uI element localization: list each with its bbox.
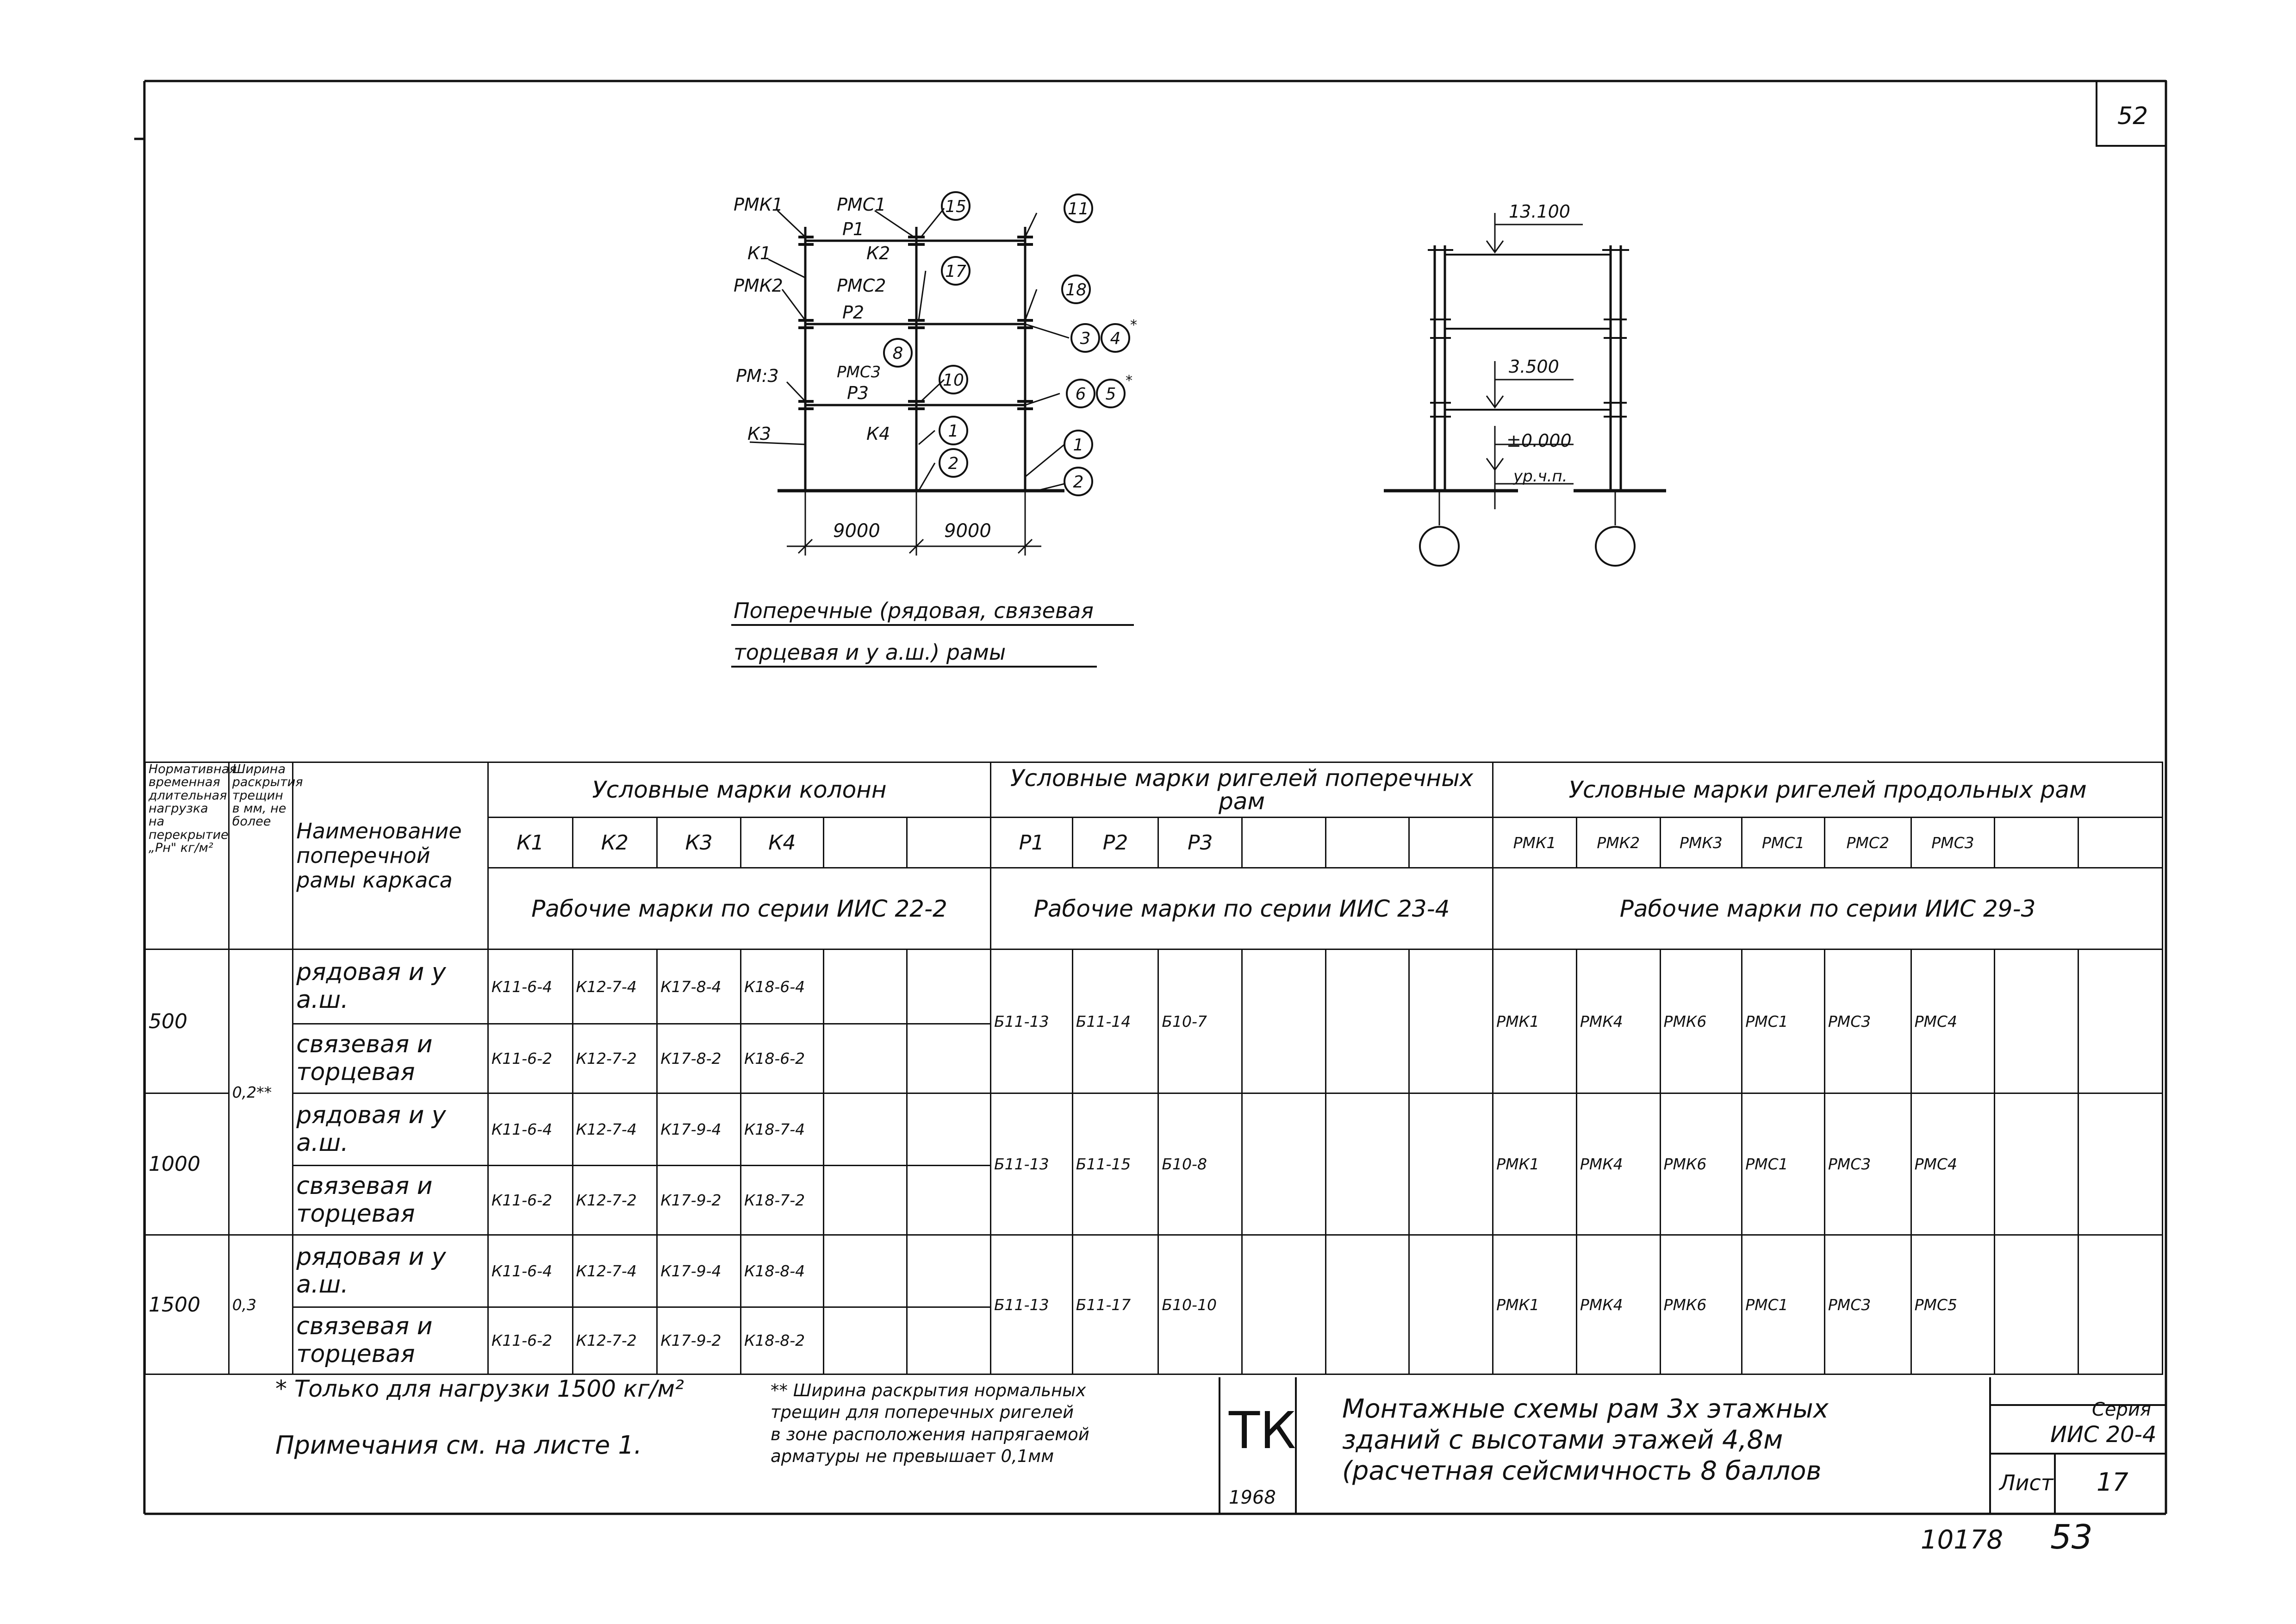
frame-name: связевая и торцевая (293, 1024, 488, 1093)
column-work-mark: К12-7-2 (572, 1024, 657, 1093)
long-work-mark: РМК1 (1493, 1093, 1577, 1235)
long-work-mark: РМС5 (1911, 1235, 1995, 1374)
cross-beam-mark (1242, 818, 1326, 868)
crack-value: 0,3 (229, 1235, 293, 1374)
long-beam-mark: РМК2 (1576, 818, 1660, 868)
label-p3: Р3 (847, 383, 869, 403)
circle-label: 15 (945, 197, 966, 216)
star-mark: * (1126, 373, 1132, 389)
beam-work-mark: Б10-10 (1158, 1235, 1242, 1374)
footnote-line: ** Ширина раскрытия нормальных (771, 1380, 1086, 1400)
column-work-mark: К17-9-2 (657, 1307, 741, 1374)
long-beam-mark: РМК3 (1660, 818, 1742, 868)
footnote-star: * Только для нагрузки 1500 кг/м² (275, 1375, 684, 1402)
long-work-mark: РМК4 (1576, 1235, 1660, 1374)
long-work-mark: РМС1 (1742, 949, 1825, 1093)
level-mid: 3.500 (1509, 356, 1559, 377)
long-work-mark: РМС3 (1824, 1235, 1911, 1374)
cross-beam-mark: Р1 (991, 818, 1073, 868)
column-work-mark: К12-7-4 (572, 1235, 657, 1307)
load-value: 1000 (145, 1093, 229, 1235)
column-mark (907, 818, 991, 868)
long-work-mark: РМС4 (1911, 949, 1995, 1093)
circle-label: 10 (943, 371, 964, 390)
circle-label: 11 (1068, 200, 1089, 219)
beam-work-mark: Б10-8 (1158, 1093, 1242, 1235)
col-name-header: Наименование поперечной рамы каркаса (293, 762, 488, 949)
cross-beam-mark: Р2 (1072, 818, 1158, 868)
label-rms1: РМС1 (837, 194, 886, 215)
drawing-title-line: зданий с высотами этажей 4,8м (1342, 1425, 1783, 1455)
series-label: Серия (2092, 1399, 2151, 1420)
column-work-mark: К11-6-2 (488, 1307, 572, 1374)
long-beam-mark: РМК1 (1493, 818, 1577, 868)
long-work-mark: РМС4 (1911, 1093, 1995, 1235)
series-value: ИИС 20-4 (2050, 1422, 2157, 1448)
long-beams-group-title: Условные марки ригелей продольных рам (1493, 762, 2163, 818)
label-rms3: РМС3 (837, 363, 881, 381)
frame-diagram (731, 192, 1134, 667)
label-k1: К1 (747, 243, 772, 263)
column-mark: К4 (740, 818, 823, 868)
cross-beam-mark (1409, 818, 1493, 868)
column-work-mark: К11-6-4 (488, 1235, 572, 1307)
long-work-mark: РМС1 (1742, 1093, 1825, 1235)
beam-work-mark: Б10-7 (1158, 949, 1242, 1093)
beam-work-mark: Б11-13 (991, 1093, 1073, 1235)
span-right: 9000 (944, 520, 991, 542)
footnote-line: трещин для поперечных ригелей (771, 1402, 1074, 1423)
circle-label: 2 (1073, 473, 1084, 492)
column-work-mark: К18-8-4 (740, 1235, 823, 1307)
column-mark (823, 818, 907, 868)
sheet-value: 17 (2097, 1468, 2128, 1497)
long-beams-series: Рабочие марки по серии ИИС 29-3 (1493, 868, 2163, 949)
long-work-mark: РМК6 (1660, 949, 1742, 1093)
column-work-mark: К12-7-2 (572, 1165, 657, 1235)
column-work-mark: К17-8-4 (657, 949, 741, 1024)
footnote-double-star (771, 1380, 1089, 1467)
span-left: 9000 (833, 520, 880, 542)
label-rmk3: РМ:3 (736, 366, 779, 386)
column-work-mark: К17-9-4 (657, 1235, 741, 1307)
long-work-mark: РМС1 (1742, 1235, 1825, 1374)
long-work-mark: РМК6 (1660, 1235, 1742, 1374)
drawing-title (1342, 1393, 1829, 1487)
beam-work-mark: Б11-13 (991, 1235, 1073, 1374)
long-work-mark: РМК4 (1576, 1093, 1660, 1235)
long-beam-mark (2078, 818, 2163, 868)
circle-label: 17 (945, 262, 966, 281)
org-year: 1968 (1229, 1487, 1276, 1508)
footnote-refer: Примечания см. на листе 1. (275, 1430, 642, 1460)
long-work-mark: РМК4 (1576, 949, 1660, 1093)
sheet-label: Лист (1999, 1470, 2053, 1495)
cross-beam-mark (1325, 818, 1409, 868)
label-rmk1: РМК1 (734, 194, 783, 215)
section-diagram (1384, 213, 1666, 566)
label-k2: К2 (866, 243, 890, 263)
circle-label: 1 (948, 422, 959, 441)
circle-label: 3 (1080, 329, 1091, 348)
frame-caption-line2: торцевая и у а.ш.) рамы (734, 640, 1006, 665)
beam-work-mark: Б11-14 (1072, 949, 1158, 1093)
label-k3: К3 (747, 424, 772, 444)
frame-name: рядовая и у а.ш. (293, 1093, 488, 1166)
cross-beam-mark: Р3 (1158, 818, 1242, 868)
circle-label: 6 (1075, 385, 1086, 404)
column-work-mark: К11-6-2 (488, 1024, 572, 1093)
col-load-header: Нормативная временная длительная нагрузка на перекрытие „Рн" кг/м² (145, 762, 229, 949)
column-work-mark: К11-6-4 (488, 949, 572, 1024)
load-value: 1500 (145, 1235, 229, 1374)
frame-name: рядовая и у а.ш. (293, 949, 488, 1024)
label-k4: К4 (866, 424, 890, 444)
corner-sheet-number: 52 (2117, 102, 2148, 130)
columns-group-title: Условные марки колонн (488, 762, 990, 818)
long-beam-mark (1995, 818, 2078, 868)
circle-label: 5 (1105, 385, 1116, 404)
long-work-mark: РМК1 (1493, 1235, 1577, 1374)
org-mark: ТК (1229, 1401, 1296, 1460)
long-work-mark: РМС3 (1824, 949, 1911, 1093)
circle-label: 2 (948, 454, 959, 473)
level-zero: ±0.000 (1506, 431, 1572, 451)
column-work-mark: К11-6-4 (488, 1093, 572, 1166)
crack-value: 0,2** (229, 949, 293, 1235)
column-work-mark: К12-7-4 (572, 1093, 657, 1166)
cross-beams-series: Рабочие марки по серии ИИС 23-4 (991, 868, 1493, 949)
frame-name: связевая и торцевая (293, 1307, 488, 1374)
section-diagram-labels (1506, 201, 1572, 486)
column-work-mark: К12-7-2 (572, 1307, 657, 1374)
circle-label: 1 (1073, 436, 1084, 455)
star-mark: * (1130, 317, 1137, 333)
page-number: 53 (2050, 1518, 2093, 1556)
cross-beams-group-title: Условные марки ригелей поперечных рам (991, 762, 1493, 818)
column-work-mark: К18-6-2 (740, 1024, 823, 1093)
circle-label: 4 (1110, 329, 1121, 348)
long-work-mark: РМС3 (1824, 1093, 1911, 1235)
archive-number: 10178 (1921, 1525, 2004, 1555)
label-p1: Р1 (842, 219, 865, 239)
circle-label: 18 (1065, 281, 1087, 300)
col-crack-header: Ширина раскрытия трещин в мм, не более (229, 762, 293, 949)
spec-table (144, 762, 2163, 1375)
beam-work-mark: Б11-15 (1072, 1093, 1158, 1235)
column-work-mark: К12-7-4 (572, 949, 657, 1024)
long-beam-mark: РМС3 (1911, 818, 1995, 868)
drawing-title-line: (расчетная сейсмичность 8 баллов (1342, 1456, 1822, 1487)
column-work-mark: К17-9-4 (657, 1093, 741, 1166)
label-rmk2: РМК2 (734, 275, 783, 296)
long-beam-mark: РМС2 (1824, 818, 1911, 868)
circle-label: 8 (892, 344, 903, 363)
column-mark: К1 (488, 818, 572, 868)
column-mark: К2 (572, 818, 657, 868)
floor-label: ур.ч.п. (1513, 467, 1568, 486)
long-work-mark: РМК6 (1660, 1093, 1742, 1235)
beam-work-mark: Б11-17 (1072, 1235, 1158, 1374)
column-work-mark: К17-8-2 (657, 1024, 741, 1093)
frame-caption-line1: Поперечные (рядовая, связевая (734, 598, 1094, 623)
columns-series: Рабочие марки по серии ИИС 22-2 (488, 868, 990, 949)
long-beam-mark: РМС1 (1742, 818, 1825, 868)
frame-name: связевая и торцевая (293, 1165, 488, 1235)
frame-name: рядовая и у а.ш. (293, 1235, 488, 1307)
column-mark: К3 (657, 818, 741, 868)
label-rms2: РМС2 (837, 275, 886, 296)
frame-diagram-labels (734, 194, 1137, 665)
load-value: 500 (145, 949, 229, 1093)
column-work-mark: К18-8-2 (740, 1307, 823, 1374)
column-work-mark: К18-6-4 (740, 949, 823, 1024)
drawing-title-line: Монтажные схемы рам 3х этажных (1342, 1394, 1829, 1424)
footnote-line: в зоне расположения напрягаемой (771, 1424, 1089, 1444)
column-work-mark: К18-7-4 (740, 1093, 823, 1166)
column-work-mark: К17-9-2 (657, 1165, 741, 1235)
label-p2: Р2 (842, 302, 865, 323)
footnote-line: арматуры не превышает 0,1мм (771, 1446, 1054, 1467)
level-top: 13.100 (1509, 201, 1570, 222)
long-work-mark: РМК1 (1493, 949, 1577, 1093)
column-work-mark: К11-6-2 (488, 1165, 572, 1235)
beam-work-mark: Б11-13 (991, 949, 1073, 1093)
column-work-mark: К18-7-2 (740, 1165, 823, 1235)
